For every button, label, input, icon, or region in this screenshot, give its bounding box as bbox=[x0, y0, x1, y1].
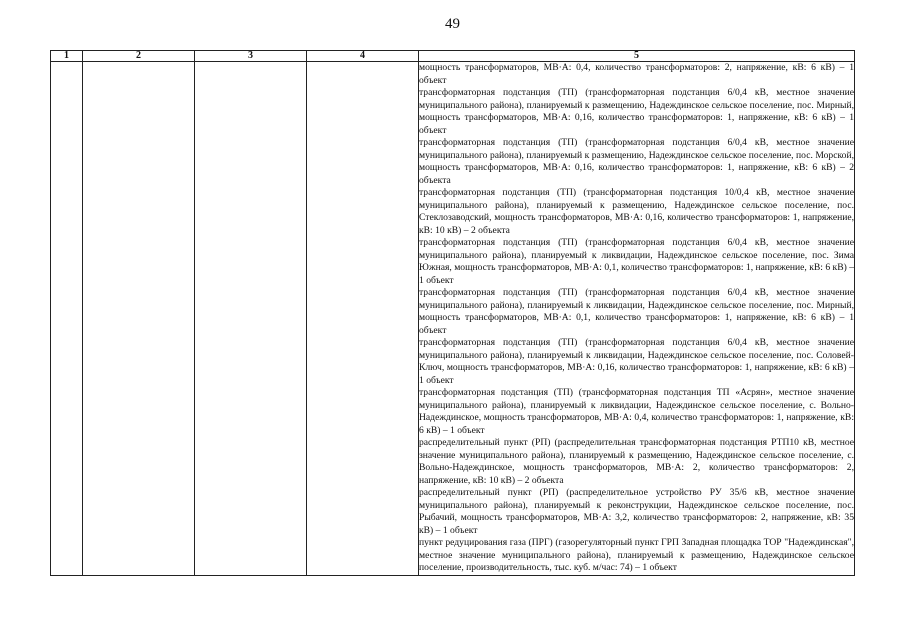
cell-col5-objects bbox=[419, 62, 855, 576]
object-entry: трансформаторная подстанция (ТП) (трансформаторная подстанция ТП «Асрян», местное значение муниципального района), планируемый к ликвидации, Надеждинское сельское поселение, с. Вольно-Надеждинское, мощность трансформаторов, МВ·А: 0,4, количество трансформаторов: 1, напряжение, кВ: 6 кВ) – 1 объект bbox=[419, 387, 854, 436]
object-entry: распределительный пункт (РП) (распределительное устройство РУ 35/6 кВ, местное значение муниципального района), планируемый к реконструкции, Надеждинское сельское поселение, пос. Рыбачий, мощность трансформаторов, МВ·А: 3,2, количество трансформаторов: 2, напряжение, кВ: 35 кВ) – 1 объект bbox=[419, 487, 854, 536]
object-entry: трансформаторная подстанция (ТП) (трансформаторная подстанция 6/0,4 кВ, местное значение муниципального района), планируемый к размещению, Надеждинское сельское поселение, пос. Мирный, мощность трансформаторов, МВ·А: 0,16, количество трансформаторов: 1, напряжение, кВ: 6 кВ) – 1 объект bbox=[419, 87, 854, 136]
object-entry: трансформаторная подстанция (ТП) (трансформаторная подстанция 10/0,4 кВ, местное значение муниципального района), планируемый к размещению, Надеждинское сельское поселение, пос. Стеклозаводский, мощность трансформаторов, МВ·А: 0,16, количество трансформаторов: 1, напряжение, кВ: 10 кВ) – 2 объекта bbox=[419, 187, 854, 236]
planned-objects-table bbox=[50, 50, 855, 576]
object-entry: мощность трансформаторов, МВ·А: 0,4, количество трансформаторов: 2, напряжение, кВ: 6 кВ) – 1 объект bbox=[419, 62, 854, 86]
object-entry: распределительный пункт (РП) (распределительная трансформаторная подстанция РТП10 кВ, местное значение муниципального района), планируемый к размещению, Надеждинское сельское поселение, с. Вольно-Надеждинское, мощность трансформаторов, МВ·А: 2, количество трансформаторов: 2, напряжение, кВ: 10 кВ) – 2 объекта bbox=[419, 437, 854, 486]
cell-col4 bbox=[307, 62, 419, 576]
page-number: 49 bbox=[445, 16, 460, 32]
column-header-5: 5 bbox=[419, 51, 855, 62]
cell-col1 bbox=[51, 62, 83, 576]
object-entry: пункт редуцирования газа (ПРГ) (газорегуляторный пункт ГРП Западная площадка ТОР "Надеждинская", местное значение муниципального района), планируемый к размещению, Надеждинское сельское поселение, производительность, тыс. куб. м/час: 74) – 1 объект bbox=[419, 537, 854, 573]
cell-col2 bbox=[83, 62, 195, 576]
column-header-4: 4 bbox=[307, 51, 419, 62]
column-header-3: 3 bbox=[195, 51, 307, 62]
column-header-2: 2 bbox=[83, 51, 195, 62]
table-row bbox=[51, 62, 855, 576]
object-entry: трансформаторная подстанция (ТП) (трансформаторная подстанция 6/0,4 кВ, местное значение муниципального района), планируемый к размещению, Надеждинское сельское поселение, пос. Морской, мощность трансформаторов, МВ·А: 0,16, количество трансформаторов: 1, напряжение, кВ: 6 кВ) – 2 объекта bbox=[419, 137, 854, 186]
object-entry: трансформаторная подстанция (ТП) (трансформаторная подстанция 6/0,4 кВ, местное значение муниципального района), планируемый к ликвидации, Надеждинское сельское поселение, пос. Соловей-Ключ, мощность трансформаторов, МВ·А: 0,16, количество трансформаторов: 1, напряжение, кВ: 6 кВ) – 1 объект bbox=[419, 337, 854, 386]
table-header-row bbox=[51, 51, 855, 62]
object-entry: трансформаторная подстанция (ТП) (трансформаторная подстанция 6/0,4 кВ, местное значение муниципального района), планируемый к ликвидации, Надеждинское сельское поселение, пос. Зима Южная, мощность трансформаторов, МВ·А: 0,1, количество трансформаторов: 1, напряжение, кВ: 6 кВ) – 1 объект bbox=[419, 237, 854, 286]
cell-col3 bbox=[195, 62, 307, 576]
object-entry: трансформаторная подстанция (ТП) (трансформаторная подстанция 6/0,4 кВ, местное значение муниципального района), планируемый к ликвидации, Надеждинское сельское поселение, пос. Мирный, мощность трансформаторов, МВ·А: 0,1, количество трансформаторов: 1, напряжение, кВ: 6 кВ) – 1 объект bbox=[419, 287, 854, 336]
column-header-1: 1 bbox=[51, 51, 83, 62]
